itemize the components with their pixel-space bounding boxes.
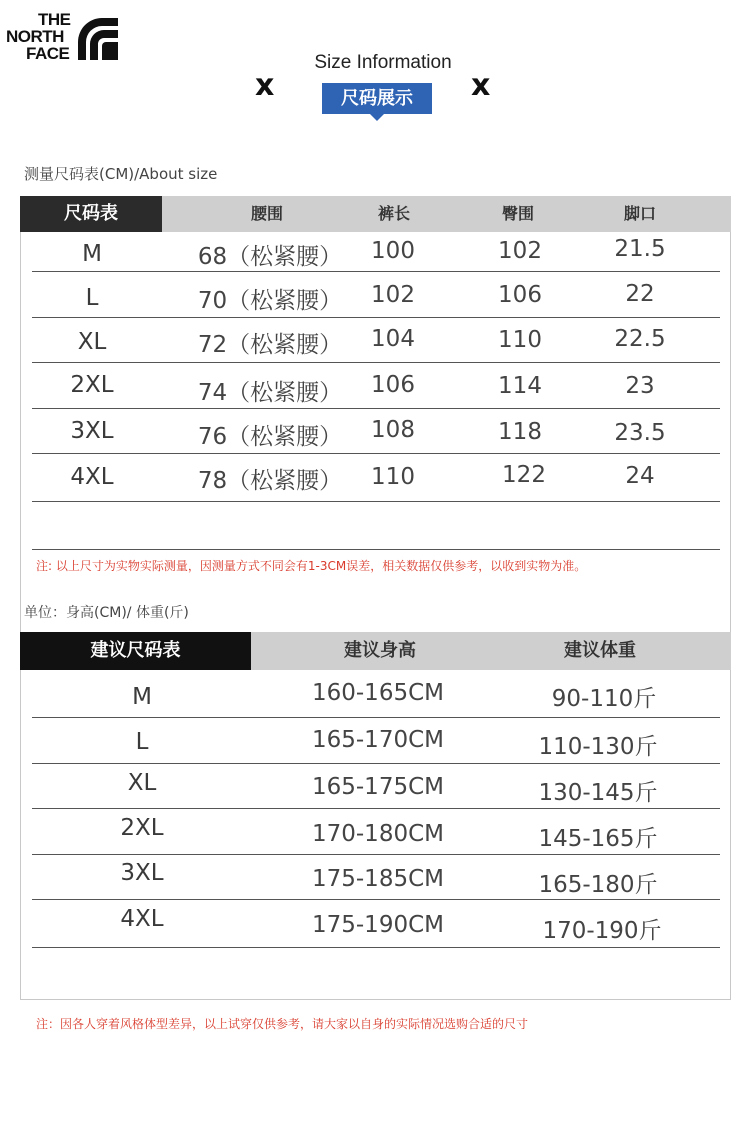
table1-cell-hip: 122 — [502, 462, 546, 488]
table1-header-length: 裤长 — [377, 204, 410, 223]
table2-cell-size: L — [135, 729, 149, 755]
table2-header-weight: 建议体重 — [564, 640, 636, 661]
logo-line-2: NORTH — [6, 27, 64, 46]
footer-note: 注：因各人穿着风格体型差异，以上试穿仅供参考，请大家以自身的实际情况选购合适的尺寸 — [36, 1017, 529, 1031]
table2-cell-weight: 170-190斤 — [542, 918, 662, 944]
table1-cell-hem: 23.5 — [614, 420, 666, 446]
table2-header-size: 建议尺码表 — [20, 632, 251, 670]
table1-row-divider — [32, 362, 720, 363]
table2-cell-weight: 90-110斤 — [551, 686, 657, 712]
header-mark-right: x — [471, 68, 491, 103]
table2-cell-size: 4XL — [120, 906, 164, 932]
table1-row-divider — [32, 317, 720, 318]
table1-header-waist: 腰围 — [250, 204, 283, 223]
table1-cell-hip: 110 — [498, 327, 542, 353]
table1-cell-length: 108 — [371, 417, 415, 443]
table2-row-divider — [32, 717, 720, 718]
table1-cell-waist: 72（松紧腰） — [197, 332, 343, 358]
table2-row-divider — [32, 763, 720, 764]
table1-cell-waist: 74（松紧腰） — [197, 380, 343, 406]
table1-note: 注: 以上尺寸为实物实际测量，因测量方式不同会有1-3CM误差，相关数据仅供参考，以收到实物为准。 — [36, 559, 587, 573]
header-title: Size Information — [314, 52, 452, 73]
header-badge: 尺码展示 — [322, 83, 432, 114]
table1-cell-hip: 102 — [498, 238, 542, 264]
table1-cell-hip: 118 — [498, 419, 542, 445]
table1-cell-size: 2XL — [70, 372, 114, 398]
logo-line-3: FACE — [26, 44, 70, 63]
table1-row-divider — [32, 501, 720, 502]
table1-cell-size: 4XL — [70, 464, 114, 490]
table1-cell-hem: 22.5 — [614, 326, 666, 352]
table2-cell-weight: 130-145斤 — [538, 780, 658, 806]
table1-cell-hem: 22 — [625, 281, 655, 307]
table2-header — [20, 632, 731, 670]
table1-header-hip: 臀围 — [501, 204, 534, 223]
table2-cell-size: 3XL — [120, 860, 164, 886]
table2-row-divider — [32, 808, 720, 809]
table2-cell-height: 175-190CM — [311, 912, 444, 938]
table1-caption: 测量尺码表(CM)/About size — [24, 165, 218, 183]
table2-row-divider — [32, 947, 720, 948]
table2-row-divider — [32, 854, 720, 855]
table2-cell-weight: 165-180斤 — [538, 872, 658, 898]
table2-cell-height: 170-180CM — [311, 821, 444, 847]
table1-cell-waist: 76（松紧腰） — [197, 424, 343, 450]
table1-cell-size: L — [85, 285, 99, 311]
table1-cell-size: XL — [77, 329, 107, 355]
table2-row-divider — [32, 899, 720, 900]
table1-cell-waist: 68（松紧腰） — [197, 244, 343, 270]
header-mark-left: x — [255, 68, 275, 103]
table2-cell-weight: 110-130斤 — [538, 734, 658, 760]
table2-cell-size: M — [132, 684, 152, 710]
table1-cell-size: 3XL — [70, 418, 114, 444]
table1-cell-length: 104 — [371, 326, 415, 352]
table1-cell-waist: 70（松紧腰） — [197, 288, 343, 314]
table1-header — [20, 196, 731, 232]
table2-cell-weight: 145-165斤 — [538, 826, 658, 852]
table1-cell-hem: 24 — [625, 463, 655, 489]
logo-line-1: THE — [38, 10, 71, 29]
table2-cell-height: 175-185CM — [311, 866, 444, 892]
table1-row-divider — [32, 408, 720, 409]
table1-bottom-divider — [32, 549, 720, 550]
table2-cell-size: XL — [127, 770, 157, 796]
table1-cell-hip: 106 — [498, 282, 542, 308]
table2-cell-height: 165-175CM — [311, 774, 444, 800]
table2-cell-height: 160-165CM — [311, 680, 444, 706]
table1-row-divider — [32, 271, 720, 272]
table1-cell-hem: 23 — [625, 373, 655, 399]
table1-cell-length: 106 — [371, 372, 415, 398]
table1-cell-length: 110 — [371, 464, 415, 490]
table1-cell-size: M — [82, 241, 102, 267]
table2-cell-height: 165-170CM — [311, 727, 444, 753]
badge-pointer — [370, 114, 384, 121]
table1-cell-waist: 78（松紧腰） — [197, 468, 343, 494]
table2-caption: 单位：身高(CM)/ 体重(斤) — [24, 605, 189, 621]
table1-row-divider — [32, 453, 720, 454]
table1-cell-length: 100 — [371, 238, 415, 264]
table1-header-hem: 脚口 — [623, 204, 656, 223]
table2-header-height: 建议身高 — [344, 640, 416, 661]
table1-cell-length: 102 — [371, 282, 415, 308]
table1-cell-hip: 114 — [498, 373, 542, 399]
table1-cell-hem: 21.5 — [614, 236, 666, 262]
table1-header-size: 尺码表 — [20, 196, 162, 232]
table2-cell-size: 2XL — [120, 815, 164, 841]
